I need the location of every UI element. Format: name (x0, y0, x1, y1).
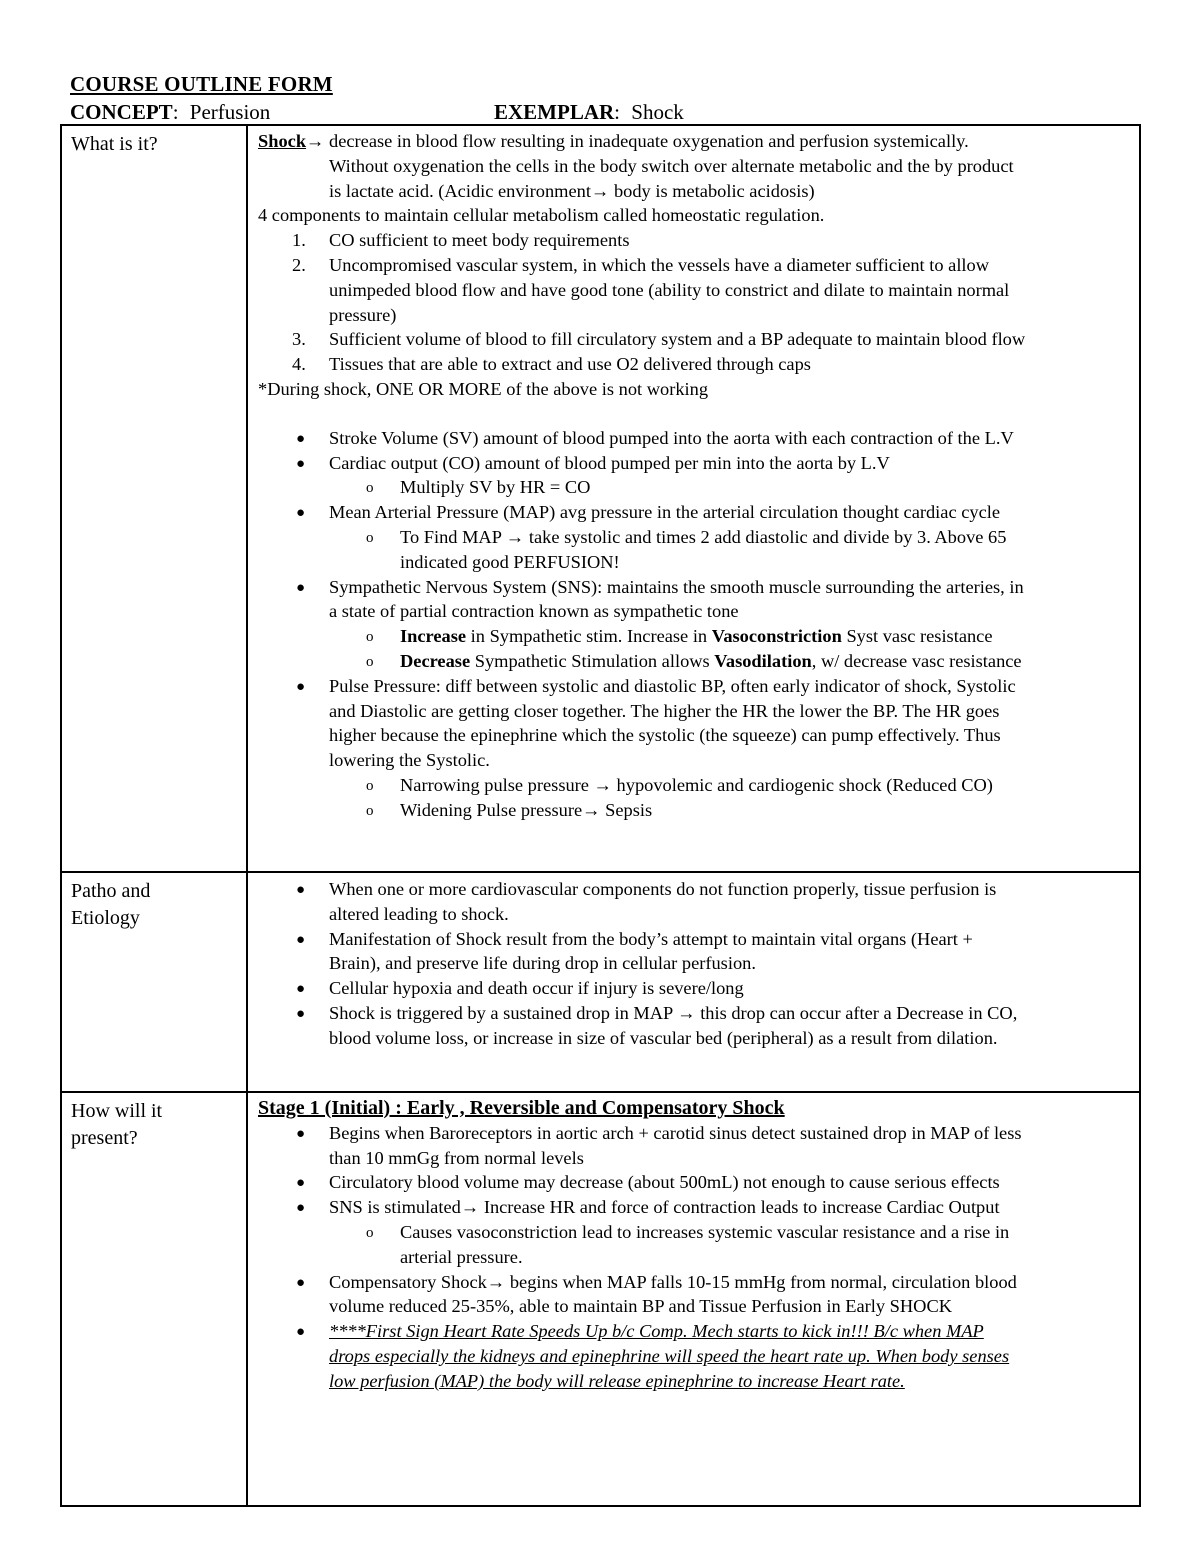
bullet-text: volume reduced 25-35%, able to maintain BP and Tissue Perfusion in Early SHOCK (329, 1296, 952, 1317)
circle-bullet-icon: o (366, 777, 374, 794)
stage-heading: Stage 1 (Initial) : Early , Reversible and Compensatory Shock (258, 1097, 785, 1119)
bullet-text: Cellular hypoxia and death occur if injury is severe/long (329, 978, 744, 999)
bold-text: Vasodilation (714, 650, 812, 671)
bullet-item (258, 451, 1129, 476)
item-text: Tissues that are able to extract and use O2 delivered through caps (329, 354, 811, 375)
bullet-text: higher because the epinephrine which the systolic (the squeeze) can pump effectively. Thus (329, 725, 1001, 746)
bullet-item (258, 426, 1129, 451)
bullet-item (258, 877, 1129, 927)
text: begins when MAP falls 10-15 mmHg from normal, circulation blood (505, 1271, 1017, 1292)
sub-bullet-item (258, 624, 1129, 649)
circle-bullet-icon: o (366, 480, 374, 497)
circle-bullet-icon: o (366, 529, 374, 546)
concept-value: Perfusion (189, 100, 271, 124)
row-label-text: present? (71, 1127, 138, 1149)
numbered-item (258, 352, 1129, 377)
bullet-item (258, 1319, 1129, 1393)
bullet-icon: ● (296, 455, 306, 472)
bullet-item (258, 1001, 1129, 1051)
item-text: Sufficient volume of blood to fill circulatory system and a BP adequate to maintain blood flow (329, 329, 1026, 350)
shock-def-text: decrease in blood flow resulting in inadequate oxygenation and perfusion systemically. (324, 131, 969, 151)
item-text: Uncompromised vascular system, in which the vessels have a diameter sufficient to allow (329, 254, 990, 275)
circle-bullet-icon: o (366, 1224, 374, 1241)
text: is lactate acid. (Acidic environment (329, 180, 591, 201)
text: this drop can occur after a Decrease in CO, (695, 1002, 1018, 1023)
text: Compensatory Shock (329, 1271, 487, 1292)
bullet-text: and Diastolic are getting closer together. The higher the HR the lower the BP. The HR goes (329, 700, 1000, 721)
row-label-text: How will it (71, 1100, 163, 1122)
bold-text: Decrease (400, 650, 471, 671)
item-text: CO sufficient to meet body requirements (329, 230, 630, 251)
text: body is metabolic acidosis) (609, 180, 815, 201)
sub-bullet-item (258, 649, 1129, 674)
bullet-icon: ● (296, 1175, 306, 1192)
arrow-icon: → (677, 1002, 696, 1023)
bullet-text: Sympathetic Nervous System (SNS): maintains the smooth muscle surrounding the arteries, in (329, 576, 1024, 597)
bullet-icon: ● (296, 505, 306, 522)
exemplar-label: EXEMPLAR (494, 100, 615, 124)
bullet-item (258, 927, 1129, 977)
bullet-item (258, 1121, 1129, 1171)
bullet-icon: ● (296, 1005, 306, 1022)
bullet-text: a state of partial contraction known as sympathetic tone (329, 601, 739, 622)
text: , w/ decrease vasc resistance (811, 650, 1022, 671)
bullet-text: lowering the Systolic. (329, 750, 490, 771)
text: take systolic and times 2 add diastolic and divide by 3. Above 65 (524, 526, 1007, 547)
bullet-text: drops especially the kidneys and epinephrine will speed the heart rate up. When body senses (329, 1345, 1010, 1366)
text: Increase HR and force of contraction leads to increase Cardiac Output (479, 1197, 1000, 1218)
text: Shock is triggered by a sustained drop in MAP (329, 1002, 678, 1023)
item-number: 2. (292, 254, 306, 275)
text: To Find MAP (400, 526, 506, 547)
bullet-text: blood volume loss, or increase in size of vascular bed (peripheral) as a result from dilation. (329, 1027, 998, 1048)
bullet-text: than 10 mmGg from normal levels (329, 1147, 584, 1168)
numbered-item (258, 253, 1129, 327)
bullet-text: Brain), and preserve life during drop in cellular perfusion. (329, 953, 756, 974)
bullet-item (258, 1270, 1129, 1320)
bullet-item (258, 575, 1129, 625)
item-text: pressure) (329, 304, 397, 325)
item-number: 4. (292, 354, 306, 375)
bold-text: Vasoconstriction (711, 626, 842, 647)
numbered-item (258, 228, 1129, 253)
circle-bullet-icon: o (366, 653, 374, 670)
bullet-icon: ● (296, 1200, 306, 1217)
sub-bullet-item (258, 1220, 1129, 1270)
row-content (247, 872, 1140, 1092)
text: Narrowing pulse pressure (400, 774, 594, 795)
sub-bullet-text: Causes vasoconstriction lead to increases systemic vascular resistance and a rise in (400, 1221, 1010, 1242)
text: Widening Pulse pressure (400, 799, 583, 820)
bullet-icon: ● (296, 1125, 306, 1142)
arrow-icon: → (582, 799, 601, 820)
sub-bullet-item (258, 475, 1129, 500)
row-label-text: Patho and (71, 880, 151, 902)
item-number: 1. (292, 230, 306, 251)
bullet-text: Cardiac output (CO) amount of blood pumped per min into the aorta by L.V (329, 452, 890, 473)
bullet-icon: ● (296, 931, 306, 948)
shock-definition-cont (258, 179, 1129, 204)
row-presentation (61, 1092, 1140, 1506)
row-label-text: Etiology (71, 907, 140, 929)
shock-definition-cont: Without oxygenation the cells in the body switch over alternate metabolic and the by product (329, 155, 1014, 176)
row-content (247, 125, 1140, 872)
sub-bullet-item (258, 773, 1129, 798)
text: indicated good PERFUSION! (400, 551, 620, 572)
during-shock-note: *During shock, ONE OR MORE of the above is not working (258, 378, 709, 399)
circle-bullet-icon: o (366, 802, 374, 819)
text: SNS is stimulated (329, 1197, 461, 1218)
exemplar-value: Shock (631, 100, 684, 124)
row-what-is-it (61, 125, 1140, 872)
item-number: 3. (292, 329, 306, 350)
numbered-item (258, 327, 1129, 352)
row-label (61, 872, 247, 1092)
concept-exemplar-line: CONCEPT: Perfusion EXEMPLAR: Shock (70, 100, 684, 124)
bullet-text: Manifestation of Shock result from the body’s attempt to maintain vital organs (Heart + (329, 928, 973, 949)
bullet-icon: ● (296, 882, 306, 898)
arrow-icon: → (590, 180, 610, 201)
row-content (247, 1092, 1140, 1506)
bullet-icon: ● (296, 1324, 306, 1341)
outline-table (60, 124, 1141, 1507)
text: hypovolemic and cardiogenic shock (Reduced CO) (611, 774, 993, 795)
bullet-text: Circulatory blood volume may decrease (about 500mL) not enough to cause serious effects (329, 1172, 1000, 1193)
concept-label: CONCEPT (70, 100, 173, 124)
form-title: COURSE OUTLINE FORM (70, 72, 333, 96)
bullet-item (258, 674, 1129, 773)
sub-bullet-item (258, 525, 1129, 575)
row-patho-etiology (61, 872, 1140, 1092)
components-intro: 4 components to maintain cellular metabolism called homeostatic regulation. (258, 205, 825, 226)
bold-text: Increase (400, 626, 467, 647)
arrow-icon: → (306, 131, 325, 151)
text: Sepsis (600, 799, 653, 820)
text: Sympathetic Stimulation allows (470, 650, 715, 671)
sub-bullet-text: Multiply SV by HR = CO (400, 477, 591, 498)
bullet-item (258, 500, 1129, 525)
circle-bullet-icon: o (366, 629, 374, 646)
bullet-icon: ● (296, 579, 306, 596)
bullet-text: Pulse Pressure: diff between systolic and diastolic BP, often early indicator of shock, Systolic (329, 675, 1016, 696)
bullet-icon: ● (296, 1274, 306, 1291)
text: Syst vasc resistance (841, 626, 993, 647)
bullet-item (258, 1195, 1129, 1220)
bullet-text: altered leading to shock. (329, 903, 509, 924)
shock-definition (258, 129, 1129, 154)
item-text: unimpeded blood flow and have good tone (ability to constrict and dilate to maintain normal (329, 279, 1010, 300)
bullet-text: When one or more cardiovascular components do not function properly, tissue perfusion is (329, 879, 997, 899)
sub-bullet-item (258, 798, 1129, 823)
spacer (258, 402, 1129, 426)
exemplar-group: EXEMPLAR: Shock (494, 100, 684, 124)
arrow-icon: → (486, 1271, 506, 1292)
arrow-icon: → (460, 1197, 480, 1218)
bullet-icon: ● (296, 678, 306, 695)
bullet-text: low perfusion (MAP) the body will release epinephrine to increase Heart rate. (329, 1370, 905, 1391)
bullet-item (258, 1170, 1129, 1195)
arrow-icon: → (593, 774, 612, 795)
bullet-icon: ● (296, 430, 306, 447)
bullet-text: Stroke Volume (SV) amount of blood pumped into the aorta with each contraction of the L.V (329, 427, 1014, 448)
bullet-icon: ● (296, 981, 306, 998)
shock-term: Shock (258, 131, 307, 151)
row-label-text: What is it? (71, 133, 158, 155)
sub-bullet-text: arterial pressure. (400, 1246, 523, 1267)
row-label (61, 125, 247, 872)
bullet-text: Mean Arterial Pressure (MAP) avg pressure in the arterial circulation thought cardiac cycle (329, 502, 1001, 523)
arrow-icon: → (505, 526, 525, 547)
bullet-text: ****First Sign Heart Rate Speeds Up b/c Comp. Mech starts to kick in!!! B/c when MAP (329, 1321, 984, 1342)
row-label (61, 1092, 247, 1506)
bullet-item (258, 976, 1129, 1001)
bullet-text: Begins when Baroreceptors in aortic arch + carotid sinus detect sustained drop in MAP of less (329, 1122, 1022, 1143)
text: in Sympathetic stim. Increase in (466, 626, 712, 647)
